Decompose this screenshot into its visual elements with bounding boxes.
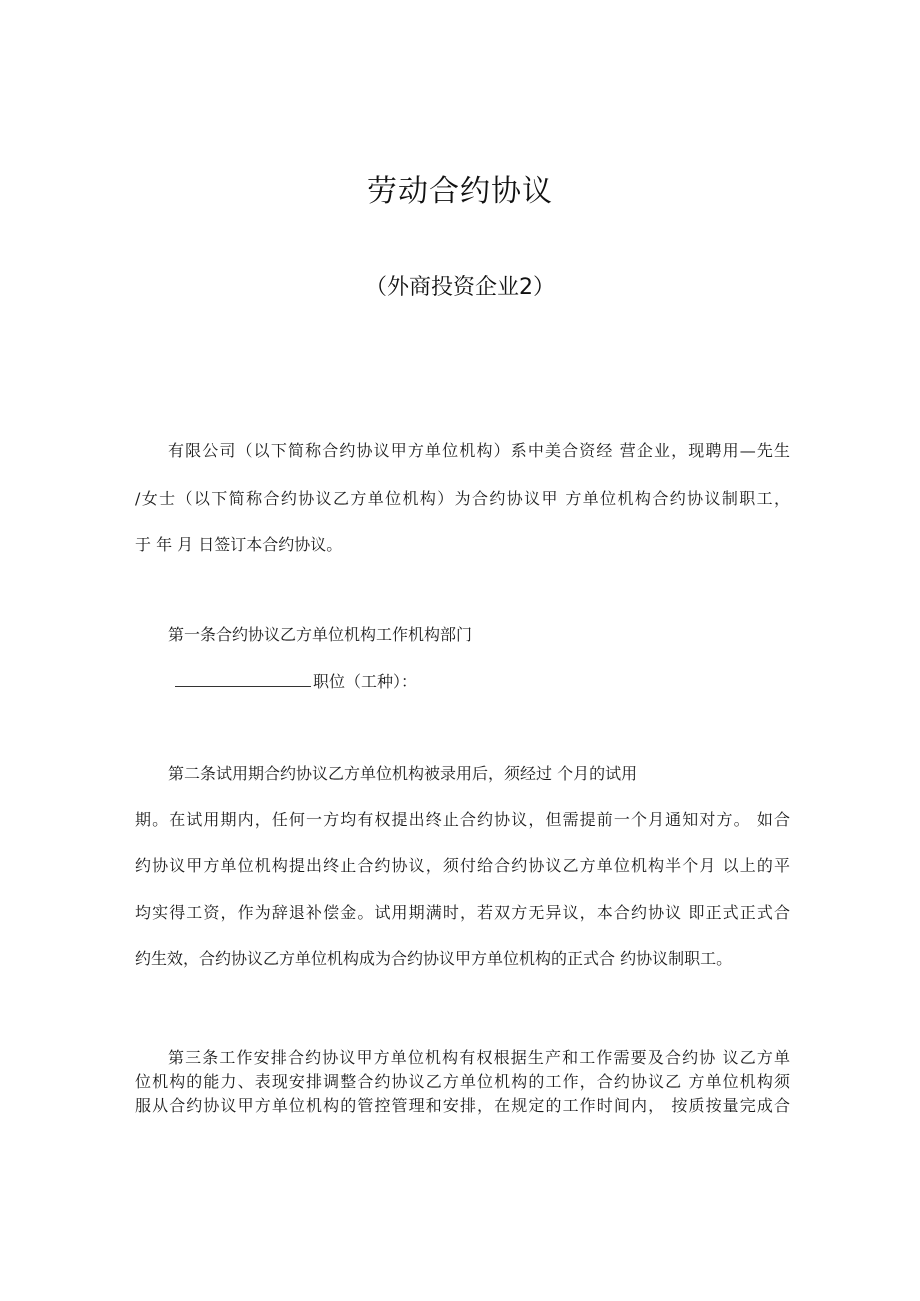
- article1-position-label: 职位（工种）：: [313, 672, 418, 691]
- preamble-line-2: /女士（以下简称合约协议乙方单位机构）为合约协议甲 方单位机构合约协议制职工，: [135, 489, 790, 508]
- article2-line-4: 均实得工资，作为辞退补偿金。试用期满时，若双方无异议，本合约协议 即正式正式合: [135, 903, 790, 922]
- article2-line-1: 第二条试用期合约协议乙方单位机构被录用后，须经过 个月的试用: [168, 764, 638, 783]
- article3-line-1: 第三条工作安排合约协议甲方单位机构有权根据生产和工作需要及合约协 议乙方单: [168, 1048, 790, 1067]
- article3-line-3: 服从合约协议甲方单位机构的管控管理和安排，在规定的工作时间内， 按质按量完成合: [135, 1096, 790, 1115]
- article1-line-2: [175, 672, 417, 692]
- document-title: 劳动合约协议: [367, 174, 553, 209]
- article3-line-2: 位机构的能力、表现安排调整合约协议乙方单位机构的工作，合约协议乙 方单位机构须: [135, 1072, 790, 1091]
- article2-line-2: 期。在试用期内，任何一方均有权提出终止合约协议，但需提前一个月通知对方。 如合: [135, 810, 790, 829]
- preamble-line-1: 有限公司（以下简称合约协议甲方单位机构）系中美合资经 营企业，现聘用—先生: [168, 441, 790, 460]
- article1-line-1: 第一条合约协议乙方单位机构工作机构部门: [168, 625, 473, 644]
- preamble-line-3: 于 年 月 日签订本合约协议。: [135, 535, 343, 554]
- position-blank-field: [175, 672, 311, 687]
- document-subtitle: （外商投资企业2）: [365, 275, 555, 300]
- article2-line-5: 约生效，合约协议乙方单位机构成为合约协议甲方单位机构的正式合 约协议制职工。: [135, 949, 733, 968]
- article2-line-3: 约协议甲方单位机构提出终止合约协议，须付给合约协议乙方单位机构半个月 以上的平: [135, 856, 790, 875]
